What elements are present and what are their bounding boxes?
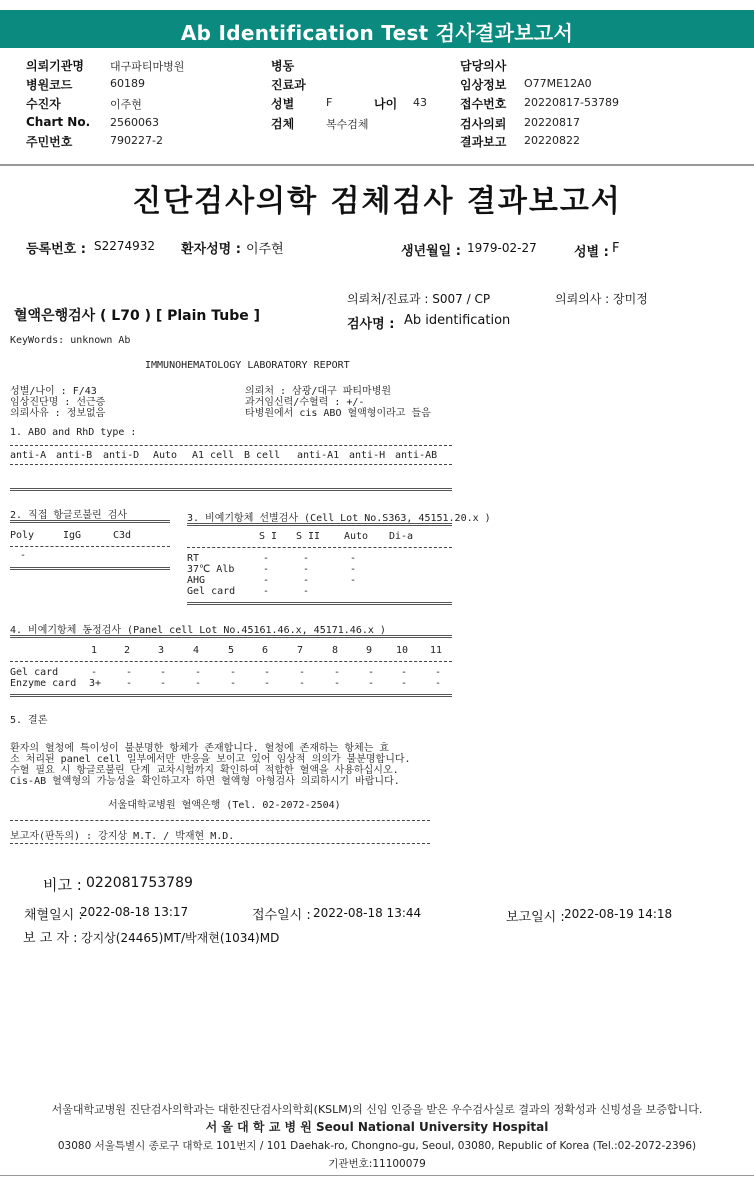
s3-cell: - — [303, 575, 310, 586]
s4-cell: - — [195, 667, 202, 678]
conclusion-line-3: 수혈 필요 시 항글로불린 단계 교차시험까지 확인하여 적합한 혈액을 사용하십시오. — [10, 765, 399, 776]
s2-header-poly: Poly — [10, 530, 35, 541]
age-value: 43 — [413, 96, 427, 109]
s4-row-label: Enzyme card — [10, 678, 77, 689]
s3-cell: - — [263, 553, 270, 564]
s1-header-anti-a: anti-A — [10, 450, 47, 461]
s3-cell: - — [263, 586, 270, 597]
accession-label: 접수번호 — [460, 97, 507, 111]
s1-header-anti-a1: anti-A1 — [297, 450, 340, 461]
divider — [10, 488, 452, 491]
divider — [10, 445, 452, 446]
s2-value-poly: - — [20, 550, 27, 561]
note-value: 022081753789 — [86, 875, 193, 891]
s4-cell: - — [401, 678, 408, 689]
report-time-label: 보고일시 : — [506, 910, 565, 925]
bottom-reporter-label: 보 고 자 : — [23, 931, 78, 946]
receive-value: 2022-08-18 13:44 — [313, 906, 422, 920]
doctor-label: 담당의사 — [460, 59, 507, 73]
sex-value-2: F — [612, 241, 620, 256]
s4-cell: - — [91, 667, 98, 678]
s4-col-2: 2 — [124, 645, 131, 656]
dob-value: 1979-02-27 — [467, 241, 537, 255]
reg-no-value: S2274932 — [94, 239, 156, 253]
s2-header-igg: IgG — [63, 530, 82, 541]
keywords: KeyWords: unknown Ab — [10, 335, 131, 346]
conclusion-line-2: 소 처리된 panel cell 일부에서만 반응을 보이고 있어 임상적 의의가 불분명합니다. — [10, 754, 411, 765]
report-banner — [0, 10, 754, 48]
s1-header-anti-h: anti-H — [349, 450, 386, 461]
specimen-value: 복수검체 — [326, 118, 369, 131]
divider — [10, 520, 170, 523]
s4-cell: - — [264, 678, 271, 689]
s4-col-4: 4 — [193, 645, 200, 656]
s3-cell: - — [263, 575, 270, 586]
s3-cell: - — [303, 586, 310, 597]
ward-label: 병동 — [271, 59, 295, 73]
s2-header-c3d: C3d — [113, 530, 132, 541]
divider — [10, 567, 170, 570]
section-2-title: 2. 직접 항글로불린 검사 — [10, 510, 128, 521]
sex-label-2: 성별 : — [574, 245, 609, 260]
s3-header-s1: S I — [259, 531, 278, 542]
reporter-line: 보고자(판독의) : 강지상 M.T. / 박재현 M.D. — [10, 831, 235, 842]
sex-value: F — [326, 96, 333, 109]
s4-cell: - — [299, 678, 306, 689]
s3-row-label: AHG — [187, 575, 206, 586]
s3-cell: - — [263, 564, 270, 575]
conclusion-line-4: Cis-AB 혈액형의 가능성을 확인하고자 하면 혈액형 아형검사 의뢰하시기 바랍니다. — [10, 776, 400, 787]
resident-no-label: 주민번호 — [26, 135, 73, 149]
lab-report-title: IMMUNOHEMATOLOGY LABORATORY REPORT — [145, 360, 350, 371]
divider — [10, 546, 170, 547]
s4-col-10: 10 — [396, 645, 409, 656]
divider — [10, 635, 452, 638]
s1-header-b-cell: B cell — [244, 450, 281, 461]
s4-cell: - — [126, 667, 133, 678]
referring-doctor: 의뢰의사 : 장미정 — [555, 292, 648, 306]
divider — [187, 547, 452, 548]
s1-header-anti-b: anti-B — [56, 450, 93, 461]
chart-no-value: 2560063 — [110, 116, 159, 129]
footer-address: 03080 서울특별시 종로구 대학로 101번지 / 101 Daehak-ro, Chongno-gu, Seoul, 03080, Republic of Korea (Tel.:02-2072-2396) — [57, 1140, 697, 1152]
info-referrer: 의뢰처 : 삼광/대구 파티마병원 — [245, 386, 392, 397]
institution-value: 대구파티마병원 — [110, 60, 185, 73]
info-diagnosis: 임상진단명 : 선근증 — [10, 397, 106, 408]
footer-hospital-name: 서 울 대 학 교 병 원 Seoul National University Hospital — [205, 1120, 549, 1134]
s4-cell: - — [230, 678, 237, 689]
clinical-info-label: 임상정보 — [460, 78, 507, 92]
s3-row-label: Gel card — [187, 586, 236, 597]
conclusion-line-1: 환자의 혈청에 특이성이 불분명한 항체가 존재합니다. 혈청에 존재하는 항체는 효 — [10, 743, 389, 754]
hospital-code-label: 병원코드 — [26, 78, 73, 92]
s4-cell: 3+ — [89, 678, 102, 689]
s3-cell: - — [350, 564, 357, 575]
section-4-title: 4. 비예기항체 동정검사 (Panel cell Lot No.45161.46.x, 45171.46.x ) — [10, 625, 386, 636]
patient-value: 이주현 — [110, 98, 142, 111]
footer-institution-code: 기관번호:11100079 — [328, 1158, 426, 1170]
s4-col-5: 5 — [228, 645, 235, 656]
resident-no-value: 790227-2 — [110, 134, 163, 147]
s1-header-anti-ab: anti-AB — [395, 450, 438, 461]
s4-cell: - — [160, 667, 167, 678]
patient-name-value: 이주현 — [246, 242, 284, 257]
banner-title: Ab Identification Test 검사결과보고서 — [180, 21, 574, 45]
clinical-info-value: O77ME12A0 — [524, 77, 592, 90]
receive-label: 접수일시 : — [252, 908, 311, 923]
s4-cell: - — [401, 667, 408, 678]
referring-dept: 의뢰처/진료과 : S007 / CP — [347, 292, 491, 306]
patient-name-label: 환자성명 : — [181, 242, 241, 257]
s3-cell: - — [303, 564, 310, 575]
info-note: 타병원에서 cis ABO 혈액형이라고 들음 — [245, 408, 431, 419]
s1-header-a1-cell: A1 cell — [192, 450, 235, 461]
s4-col-7: 7 — [297, 645, 304, 656]
s1-header-auto: Auto — [153, 450, 178, 461]
request-date-label: 검사의뢰 — [460, 117, 507, 131]
divider — [10, 820, 430, 821]
s1-header-anti-d: anti-D — [103, 450, 140, 461]
section-title: 혈액은행검사 ( L70 ) [ Plain Tube ] — [14, 308, 261, 324]
s4-cell: - — [230, 667, 237, 678]
s3-header-auto: Auto — [344, 531, 369, 542]
report-time-value: 2022-08-19 14:18 — [564, 907, 673, 921]
footer-divider — [0, 1175, 754, 1176]
divider — [187, 602, 452, 605]
report-title: 진단검사의학 검체검사 결과보고서 — [132, 184, 622, 219]
info-reason: 의뢰사유 : 정보없음 — [10, 408, 106, 419]
institution-label: 의뢰기관명 — [26, 59, 84, 73]
sex-label: 성별 — [271, 97, 295, 111]
s4-cell: - — [435, 678, 442, 689]
s4-cell: - — [299, 667, 306, 678]
reg-no-label: 등록번호 : — [26, 242, 86, 257]
s4-cell: - — [195, 678, 202, 689]
divider — [10, 843, 430, 844]
footer-certification: 서울대학교병원 진단검사의학과는 대한진단검사의학회(KSLM)의 신임 인증을 받은 우수검사실로 결과의 정확성과 신빙성을 보증합니다. — [51, 1103, 703, 1116]
section-5-title: 5. 결론 — [10, 715, 48, 726]
s4-col-11: 11 — [430, 645, 443, 656]
s4-col-1: 1 — [91, 645, 98, 656]
divider — [10, 694, 452, 697]
s3-row-label: RT — [187, 553, 200, 564]
divider — [10, 464, 452, 465]
section-1-title: 1. ABO and RhD type : — [10, 427, 137, 438]
s4-cell: - — [334, 667, 341, 678]
bottom-reporter-value: 강지상(24465)MT/박재현(1034)MD — [81, 931, 280, 945]
blood-bank-contact: 서울대학교병원 혈액은행 (Tel. 02-2072-2504) — [108, 800, 341, 811]
s3-cell: - — [350, 575, 357, 586]
info-history: 과거임신력/수혈력 : +/- — [245, 397, 365, 408]
s4-cell: - — [160, 678, 167, 689]
chart-no-label: Chart No. — [26, 115, 91, 129]
collect-value: 2022-08-18 13:17 — [80, 905, 189, 919]
request-date-value: 20220817 — [524, 116, 580, 129]
accession-value: 20220817-53789 — [524, 96, 619, 109]
note-label: 비고 : — [43, 876, 82, 894]
report-date-label: 결과보고 — [460, 135, 507, 149]
s3-cell: - — [350, 553, 357, 564]
s4-col-6: 6 — [262, 645, 269, 656]
s4-col-8: 8 — [332, 645, 339, 656]
s4-cell: - — [126, 678, 133, 689]
test-name-label: 검사명 : — [347, 317, 395, 332]
dob-label: 생년월일 : — [401, 244, 461, 259]
s4-row-label: Gel card — [10, 667, 59, 678]
s3-header-s2: S II — [296, 531, 321, 542]
s3-row-label: 37℃ Alb — [187, 564, 235, 575]
s4-cell: - — [334, 678, 341, 689]
s4-cell: - — [368, 667, 375, 678]
info-sex-age: 성별/나이 : F/43 — [10, 386, 97, 397]
test-name-value: Ab identification — [404, 313, 511, 328]
s3-header-dia: Di-a — [389, 531, 414, 542]
s4-col-9: 9 — [366, 645, 373, 656]
section-3-title: 3. 비예기항체 선별검사 (Cell Lot No.S363, 45151.20.x ) — [187, 513, 491, 524]
s4-cell: - — [368, 678, 375, 689]
specimen-label: 검체 — [271, 117, 295, 131]
header-divider — [0, 164, 754, 166]
department-label: 진료과 — [271, 78, 306, 92]
patient-label: 수진자 — [26, 97, 61, 111]
divider — [187, 523, 452, 526]
report-date-value: 20220822 — [524, 134, 580, 147]
collect-label: 채혈일시 : — [24, 908, 83, 923]
s3-cell: - — [303, 553, 310, 564]
age-label: 나이 — [374, 97, 398, 111]
s4-cell: - — [435, 667, 442, 678]
divider — [10, 661, 452, 662]
hospital-code-value: 60189 — [110, 77, 145, 90]
s4-col-3: 3 — [158, 645, 165, 656]
s4-cell: - — [264, 667, 271, 678]
